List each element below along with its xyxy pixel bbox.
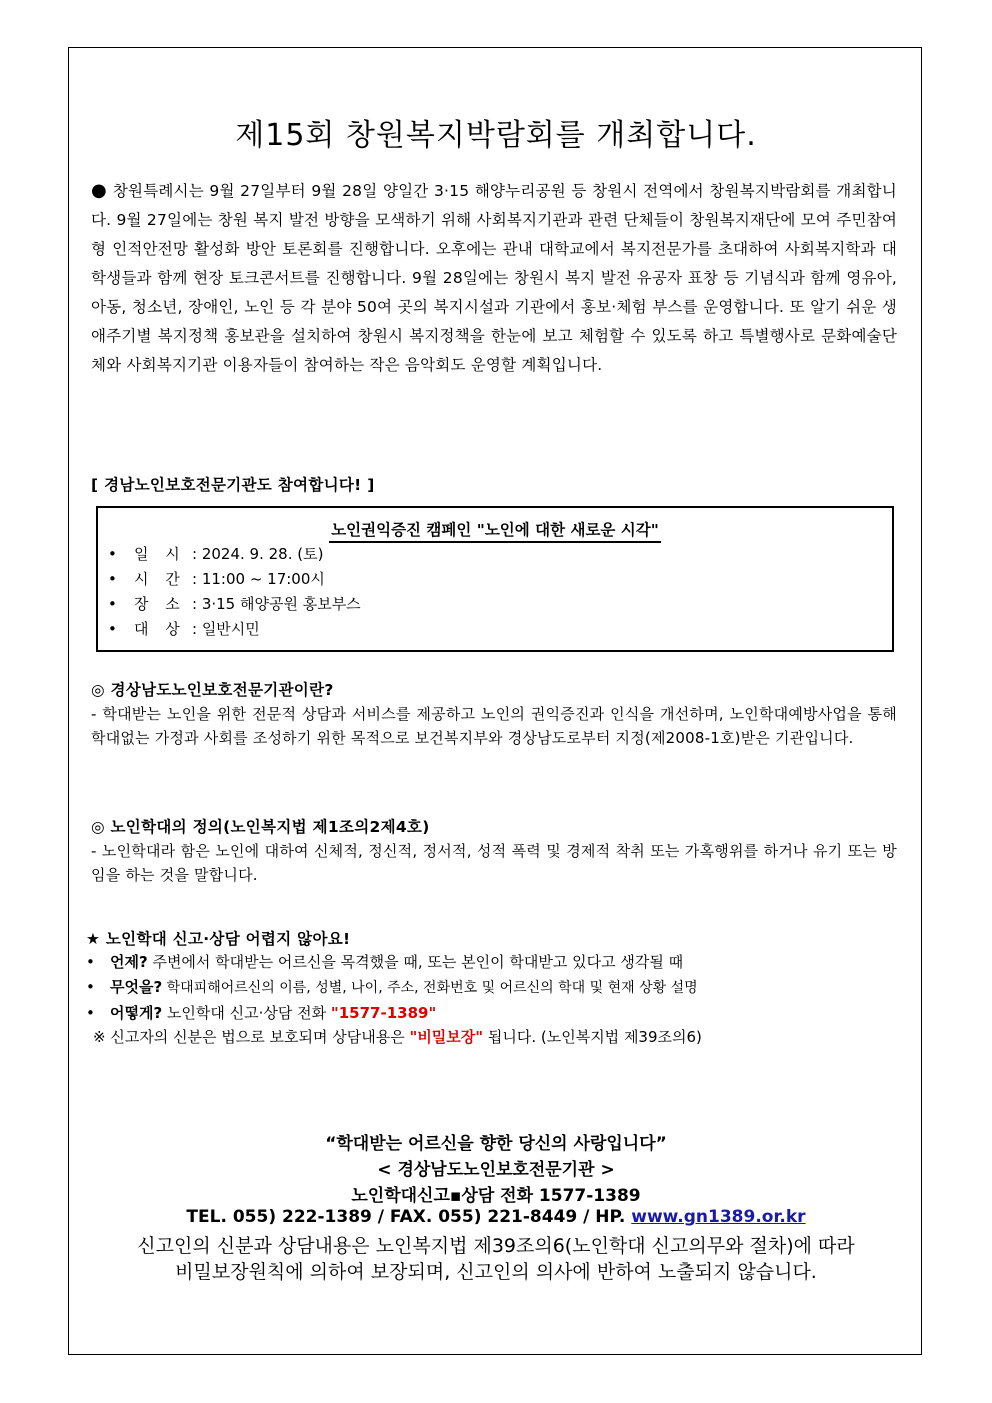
campaign-details — [108, 542, 361, 642]
report-item-what: • 무엇을? 학대피해어르신의 이름, 성별, 나이, 주소, 전화번호 및 어르신의 학대 및 현재 상황 설명 — [86, 978, 698, 996]
footer-contact: TEL. 055) 222-1389 / FAX. 055) 221-8449 / HP. www.gn1389.or.kr — [186, 1207, 806, 1227]
page-title: 제15회 창원복지박람회를 개최합니다. — [235, 118, 757, 153]
report-item-how: • 어떻게? 노인학대 신고·상담 전화 "1577-1389" — [86, 1004, 437, 1022]
campaign-item-time: • 시 간 : 11:00 ~ 17:00시 — [108, 570, 325, 588]
confidential-highlight: "비밀보장" — [409, 1028, 484, 1046]
hotline-number: "1577-1389" — [330, 1004, 437, 1022]
agency-heading: ◎ 경상남도노인보호전문기관이란? — [91, 681, 334, 699]
participation-heading: [ 경남노인보호전문기관도 참여합니다! ] — [91, 476, 375, 494]
report-item-when: • 언제? 주변에서 학대받는 어르신을 목격했을 때, 또는 본인이 학대받고 있다고 생각될 때 — [86, 953, 684, 971]
footer-organization: < 경상남도노인보호전문기관 > — [377, 1160, 615, 1180]
footer-privacy-line-1: 신고인의 신분과 상담내용은 노인복지법 제39조의6(노인학대 신고의무와 절차)에 따라 — [137, 1235, 855, 1257]
footer-hotline: 노인학대신고▪상담 전화 1577-1389 — [351, 1186, 641, 1206]
website-link[interactable]: www.gn1389.or.kr — [631, 1207, 806, 1227]
report-list — [86, 950, 906, 1026]
definition-description: - 노인학대라 함은 노인에 대하여 신체적, 정신적, 정서적, 성적 폭력 및 경제적 착취 또는 가혹행위를 하거나 유기 또는 방임을 하는 것을 말합니다. — [91, 842, 897, 884]
privacy-note: ※ 신고자의 신분은 법으로 보호되며 상담내용은 "비밀보장" 됩니다. (노인복지법 제39조의6) — [93, 1028, 702, 1046]
agency-description: - 학대받는 노인을 위한 전문적 상담과 서비스를 제공하고 노인의 권익증진과 인식을 개선하며, 노인학대예방사업을 통해 학대없는 가정과 사회를 조성하기 위한 목적으로 보건복지부와 경상남도로부터 지정(제2008-1호)받은 기관입니다. — [91, 705, 897, 747]
campaign-title: 노인권익증진 캠페인 "노인에 대한 새로운 시각" — [98, 518, 892, 540]
definition-heading: ◎ 노인학대의 정의(노인복지법 제1조의2제4호) — [91, 818, 430, 836]
report-heading: ★ 노인학대 신고·상담 어렵지 않아요! — [86, 930, 351, 948]
campaign-item-date: • 일 시 : 2024. 9. 28. (토) — [108, 545, 324, 563]
campaign-box — [96, 506, 894, 652]
footer-privacy-line-2: 비밀보장원칙에 의하여 보장되며, 신고인의 의사에 반하여 노출되지 않습니다. — [175, 1261, 817, 1283]
intro-text: 창원특례시는 9월 27일부터 9월 28일 양일간 3·15 해양누리공원 등 창원시 전역에서 창원복지박람회를 개최합니다. 9월 27일에는 창원 복지 발전 방향을 모색하기 위해 사회복지기관과 관련 단체들이 창원복지재단에 모여 주민참여형 인적안전망 활성화 방안 토론회를 진행합니다. 오후에는 관내 대학교에서 복지전문가를 초대하여 사회복지학과 대학생들과 함께 현장 토크콘서트를 진행합니다. 9월 28일에는 창원시 복지 발전 유공자 표창 등 기념식과 함께 영유아, 아동, 청소년, 장애인, 노인 등 각 분야 50여 곳의 복지시설과 기관에서 홍보·체험 부스를 운영합니다. 또 알기 쉬운 생애주기별 복지정책 홍보관을 설치하여 창원시 복지정책을 한눈에 보고 체험할 수 있도록 하고 특별행사로 문화예술단체와 사회복지기관 이용자들이 참여하는 작은 음악회도 운영할 계획입니다. — [91, 182, 897, 374]
campaign-item-target: • 대 상 : 일반시민 — [108, 620, 260, 638]
campaign-item-place: • 장 소 : 3·15 해양공원 홍보부스 — [108, 595, 361, 613]
intro-paragraph — [91, 176, 897, 380]
footer-slogan: “학대받는 어르신을 향한 당신의 사랑입니다” — [325, 1134, 667, 1154]
intro-bullet: ● — [91, 180, 108, 201]
